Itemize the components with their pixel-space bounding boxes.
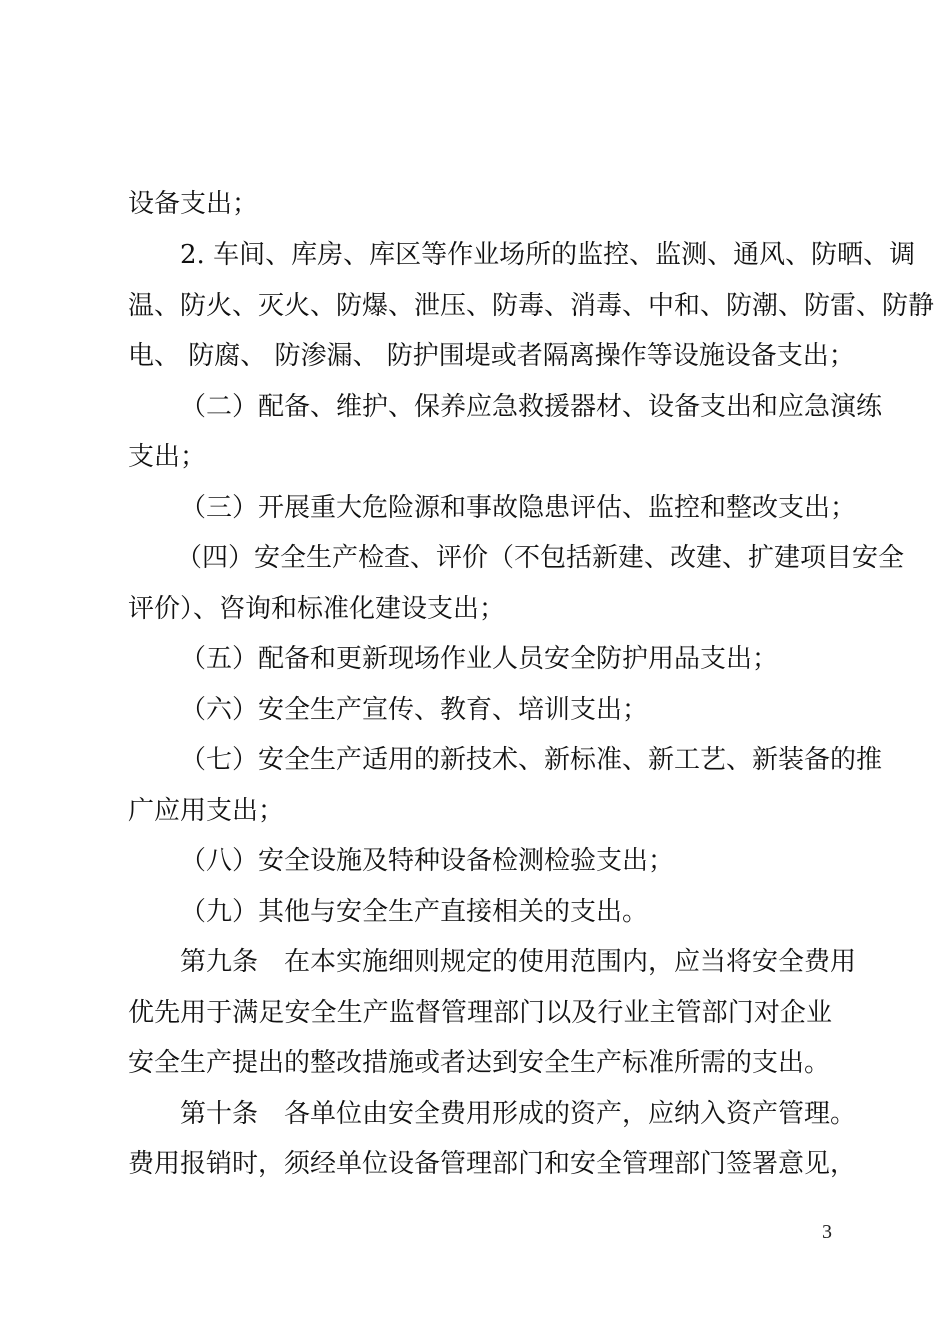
text-line: 第九条 在本实施细则规定的使用范围内，应当将安全费用 xyxy=(180,947,857,977)
text-line: 安全生产提出的整改措施或者达到安全生产标准所需的支出。 xyxy=(128,1048,831,1078)
text-line: （九）其他与安全生产直接相关的支出。 xyxy=(180,897,649,927)
text-line: 广应用支出； xyxy=(128,796,285,826)
text-line: （二）配备、维护、保养应急救援器材、设备支出和应急演练 xyxy=(180,392,883,422)
text-line: 费用报销时，须经单位设备管理部门和安全管理部门签署意见， xyxy=(128,1149,857,1179)
text-line: 支出； xyxy=(128,442,207,472)
text-line: 评价）、咨询和标准化建设支出； xyxy=(128,594,506,624)
page-number: 3 xyxy=(822,1221,832,1243)
text-line: 电、 防腐、 防渗漏、 防护围堤或者隔离操作等设施设备支出； xyxy=(128,341,855,371)
text-line: （四）安全生产检查、评价（不包括新建、改建、扩建项目安全 xyxy=(176,543,905,573)
text-line: （六）安全生产宣传、教育、培训支出； xyxy=(180,695,649,725)
text-line: （七）安全生产适用的新技术、新标准、新工艺、新装备的推 xyxy=(180,745,883,775)
text-line: （五）配备和更新现场作业人员安全防护用品支出； xyxy=(180,644,779,674)
text-line: 2. 车间、库房、库区等作业场所的监控、监测、通风、防晒、调 xyxy=(180,240,916,270)
text-line: 第十条 各单位由安全费用形成的资产，应纳入资产管理。 xyxy=(180,1099,857,1129)
text-line: （三）开展重大危险源和事故隐患评估、监控和整改支出； xyxy=(180,493,857,523)
text-line: （八）安全设施及特种设备检测检验支出； xyxy=(180,846,675,876)
text-line: 优先用于满足安全生产监督管理部门以及行业主管部门对企业 xyxy=(128,998,832,1028)
text-line: 设备支出； xyxy=(128,189,259,219)
text-line: 温、防火、灭火、防爆、泄压、防毒、消毒、中和、防潮、防雷、防静 xyxy=(128,291,935,321)
